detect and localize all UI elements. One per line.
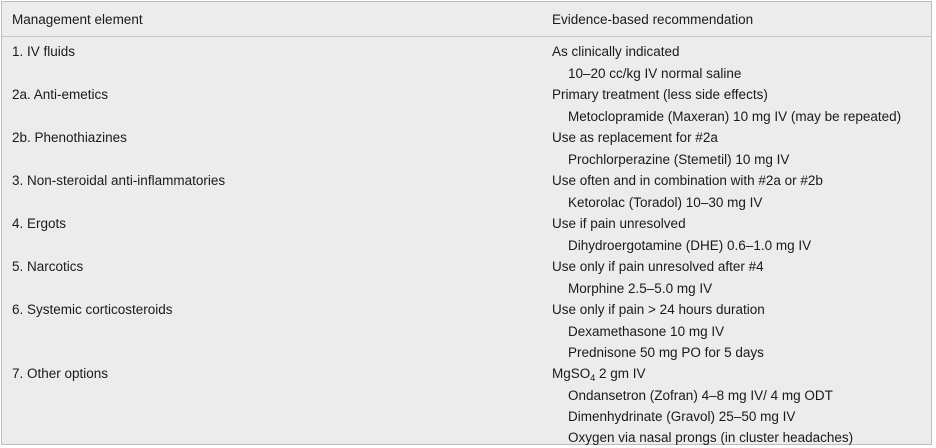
row-recommendation: Use if pain unresolved [552,216,686,231]
row-recommendation: Primary treatment (less side effects) [552,87,768,102]
row-detail: Prednisone 50 mg PO for 5 days [568,345,764,360]
row-recommendation: As clinically indicated [552,44,680,59]
row-detail: Morphine 2.5–5.0 mg IV [568,281,713,296]
row-element-other-options: 7. Other options [12,366,109,381]
mgso4-prefix: MgSO [552,366,591,381]
row-detail: Dimenhydrinate (Gravol) 25–50 mg IV [568,409,796,424]
row-recommendation: Use only if pain > 24 hours duration [552,302,765,317]
row-detail: Prochlorperazine (Stemetil) 10 mg IV [568,152,790,167]
row-detail: Ondansetron (Zofran) 4–8 mg IV/ 4 mg ODT [568,388,833,403]
management-table [1,1,932,445]
row-recommendation: Use as replacement for #2a [552,130,718,145]
mgso4-subscript: 4 [590,373,596,383]
table-header [2,2,931,37]
row-detail: Oxygen via nasal prongs (in cluster headaches) [568,430,854,445]
row-element-nsaids: 3. Non-steroidal anti-inflammatories [12,173,226,188]
row-recommendation: Use often and in combination with #2a or #2b [552,173,823,188]
row-element-iv-fluids: 1. IV fluids [12,44,76,59]
mgso4-dose: 2 gm IV [595,366,646,381]
row-element-corticosteroids: 6. Systemic corticosteroids [12,302,173,317]
row-element-ergots: 4. Ergots [12,216,67,231]
header-evidence-recommendation: Evidence-based recommendation [552,12,754,27]
row-detail: Dihydroergotamine (DHE) 0.6–1.0 mg IV [568,238,812,253]
row-recommendation: Use only if pain unresolved after #4 [552,259,764,274]
row-detail: 10–20 cc/kg IV normal saline [568,66,742,81]
row-element-narcotics: 5. Narcotics [12,259,84,274]
row-element-phenothiazines: 2b. Phenothiazines [12,130,127,145]
row-recommendation-mgso4 [552,366,646,382]
row-detail: Ketorolac (Toradol) 10–30 mg IV [568,195,763,210]
header-management-element: Management element [12,12,143,27]
row-detail: Dexamethasone 10 mg IV [568,324,725,339]
row-element-anti-emetics: 2a. Anti-emetics [12,87,109,102]
row-detail: Metoclopramide (Maxeran) 10 mg IV (may be repeated) [568,109,902,124]
